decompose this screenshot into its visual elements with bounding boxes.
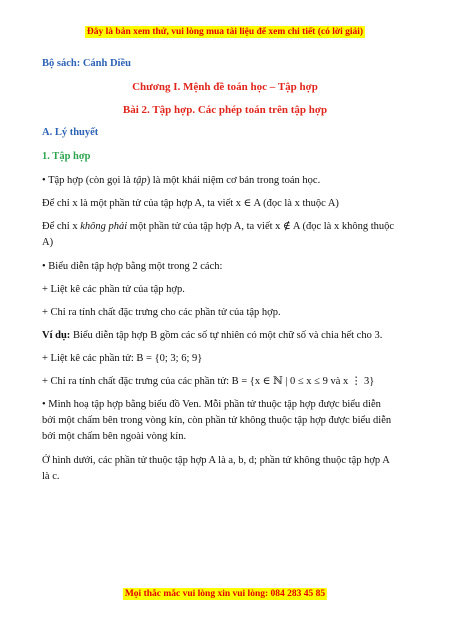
italic-term: tập <box>133 175 147 186</box>
paragraph-set-definition <box>42 173 418 189</box>
text: ) là một khái niệm cơ bản trong toán học. <box>146 175 321 186</box>
paragraph-representation: • Biểu diễn tập hợp bằng một trong 2 cách: <box>42 261 223 272</box>
list-item-property: + Chỉ ra tính chất đặc trưng cho các phần tử của tập hợp. <box>42 307 281 318</box>
example-paragraph <box>42 328 418 344</box>
paragraph-non-membership-cont: A) <box>42 237 54 248</box>
section-heading-theory: A. Lý thuyết <box>42 127 99 138</box>
subsection-heading-sets: 1. Tập hợp <box>42 151 91 162</box>
figure-description-line-2: là c. <box>42 471 60 482</box>
preview-notice-banner: Đây là bản xem thử, vui lòng mua tài liệu để xem chi tiết (có lời giải) <box>86 27 364 37</box>
text: Để chỉ x <box>42 221 81 232</box>
paragraph-non-membership <box>42 219 418 235</box>
venn-paragraph-line-1: • Minh hoạ tập hợp bằng biểu đồ Ven. Mỗi phần tử thuộc tập hợp được biểu diễn <box>42 399 381 410</box>
text: • Tập hợp (còn gọi là <box>42 175 134 186</box>
example-property: + Chỉ ra tính chất đặc trưng của các phần tử: B = {x ∈ ℕ | 0 ≤ x ≤ 9 và x ⋮ 3} <box>42 376 375 387</box>
venn-paragraph-line-2: bởi một chấm bên trong vòng kín, còn phần tử không thuộc tập hợp được biểu diễn <box>42 415 392 426</box>
figure-description-line-1: Ở hình dưới, các phần tử thuộc tập hợp A là a, b, d; phần tử không thuộc tập hợp A <box>42 455 390 466</box>
example-enumerate: + Liệt kê các phần tử: B = {0; 3; 6; 9} <box>42 353 203 364</box>
list-item-enumerate: + Liệt kê các phần tử của tập hợp. <box>42 284 185 295</box>
example-label: Ví dụ: <box>42 330 71 341</box>
venn-paragraph-line-3: bởi một chấm bên ngoài vòng kín. <box>42 431 187 442</box>
text: Biểu diễn tập hợp B gồm các số tự nhiên có một chữ số và chia hết cho 3. <box>70 330 383 341</box>
chapter-title: Chương I. Mệnh đề toán học – Tập hợp <box>132 81 318 93</box>
italic-term: không phải <box>80 221 128 232</box>
paragraph-membership: Để chỉ x là một phần tử của tập hợp A, ta viết x ∈ A (đọc là x thuộc A) <box>42 198 339 209</box>
book-series-label: Bộ sách: Cánh Diều <box>42 58 131 69</box>
contact-banner: Mọi thắc mắc vui lòng xin vui lòng: 084 283 45 85 <box>124 589 326 599</box>
text: một phần tử của tập hợp A, ta viết x ∉ A (đọc là x không thuộc <box>127 221 395 232</box>
lesson-title: Bài 2. Tập hợp. Các phép toán trên tập hợp <box>122 104 328 116</box>
